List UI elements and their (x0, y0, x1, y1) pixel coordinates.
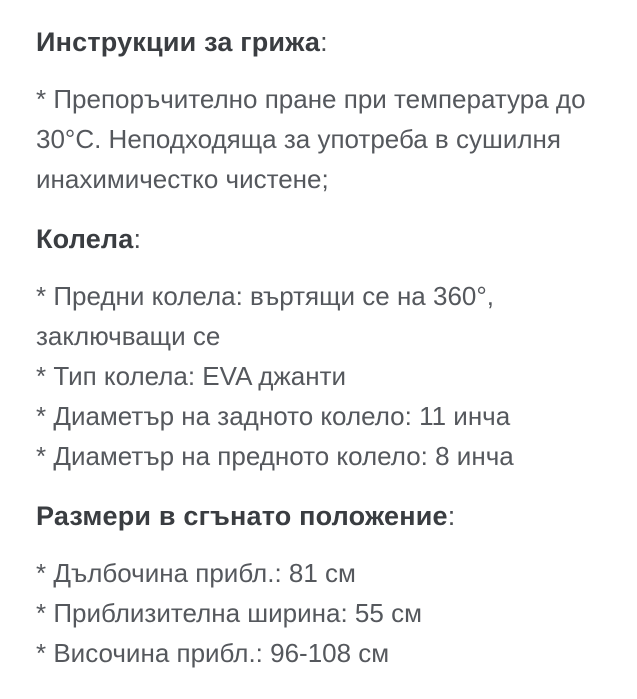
heading-colon: : (133, 224, 142, 254)
spec-line: * Приблизителна ширина: 55 см (36, 598, 422, 628)
heading-colon: : (320, 27, 328, 57)
folded-dimensions-lines (36, 553, 597, 673)
spec-line: * Тип колела: EVA джанти (36, 361, 347, 391)
wheels-lines (36, 276, 597, 476)
spec-line: заключващи се (36, 321, 221, 351)
spec-line: 30°C. Неподходяща за употреба в сушилня (36, 124, 561, 154)
wheels-heading-text: Колела (36, 224, 134, 254)
wheels-heading (36, 223, 597, 255)
care-instructions-lines (36, 79, 597, 199)
section-care-instructions (36, 26, 597, 199)
care-instructions-heading (36, 26, 597, 58)
spec-line: * Предни колела: въртящи се на 360°, (36, 281, 494, 311)
section-folded-dimensions (36, 500, 597, 673)
section-wheels (36, 223, 597, 476)
spec-line: инахимичестко чистене; (36, 164, 329, 194)
heading-colon: : (447, 501, 456, 531)
spec-line: * Височина прибл.: 96-108 см (36, 638, 390, 668)
spec-line: * Диаметър на предното колело: 8 инча (36, 441, 514, 471)
spec-line: * Дълбочина прибл.: 81 см (36, 558, 356, 588)
care-instructions-heading-text: Инструкции за грижа (36, 27, 321, 57)
spec-line: * Препоръчително пране при температура до (36, 84, 586, 114)
spec-line: * Диаметър на задното колело: 11 инча (36, 401, 511, 431)
folded-dimensions-heading-text: Размери в сгънато положение (36, 501, 448, 531)
folded-dimensions-heading (36, 500, 597, 532)
